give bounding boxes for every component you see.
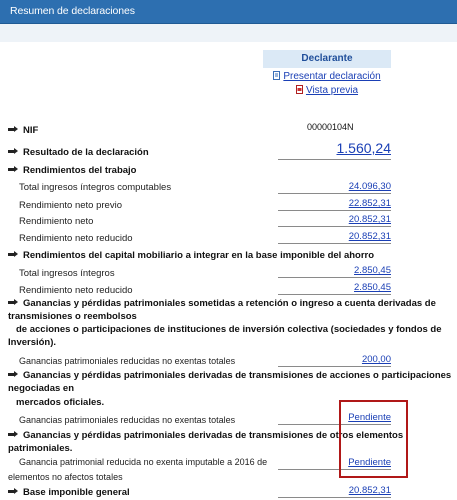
panel-heading: Declarante: [263, 50, 391, 68]
divider: [278, 277, 391, 278]
toolbar-strip: [0, 24, 457, 42]
neto-reducido-label: Rendimiento neto reducido: [19, 233, 133, 244]
resultado-label: Resultado de la declaración: [23, 147, 149, 158]
arrow-icon: [8, 431, 19, 438]
gp-retencion-line1: Ganancias y pérdidas patrimoniales sometidas a retención o ingreso a cuenta derivadas de: [23, 298, 436, 309]
gp-otros-line1: Ganancias y pérdidas patrimoniales derivadas de transmisiones de otros elementos: [23, 430, 404, 441]
gp-retencion-line2: transmisiones o reembolsos: [8, 311, 137, 322]
gp-mercados-line1: Ganancias y pérdidas patrimoniales derivadas de transmisiones de acciones o participaciones: [23, 370, 452, 381]
base-value[interactable]: 20.852,31: [348, 485, 391, 496]
gp-mercados-line3: mercados oficiales.: [16, 397, 105, 408]
neto-value[interactable]: 20.852,31: [348, 214, 391, 225]
arrow-icon: [8, 166, 19, 173]
cap-ingresos-value[interactable]: 2.850,45: [354, 265, 391, 276]
divider: [278, 497, 391, 498]
highlight-box: [339, 400, 408, 478]
capital-header: [8, 250, 457, 261]
divider: [278, 193, 391, 194]
gp-reducidas2-label: Ganancias patrimoniales reducidas no exentas totales: [19, 415, 236, 425]
arrow-icon: [8, 126, 19, 133]
declarante-panel: [263, 50, 391, 96]
present-declaration-link[interactable]: [263, 71, 391, 82]
capital-label: Rendimientos del capital mobiliario a integrar en la base imponible del ahorro: [23, 250, 375, 261]
gp-2016-pendiente-link[interactable]: Pendiente: [348, 457, 391, 468]
neto-reducido-value[interactable]: 20.852,31: [348, 231, 391, 242]
trabajo-label: Rendimientos del trabajo: [23, 165, 137, 176]
arrow-icon: [8, 251, 19, 258]
nif-value: 00000104N: [307, 122, 354, 132]
window-title: Resumen de declaraciones: [10, 5, 135, 17]
divider: [278, 294, 391, 295]
trabajo-header: [8, 165, 457, 176]
arrow-icon: [8, 488, 19, 495]
preview-link-label: Vista previa: [305, 85, 359, 96]
divider: [278, 226, 391, 227]
divider: [278, 159, 391, 160]
gp-2016-line2: elementos no afectos totales: [8, 472, 123, 482]
window-titlebar: [0, 0, 457, 24]
resultado-value[interactable]: 1.560,24: [336, 140, 391, 156]
arrow-icon: [8, 299, 19, 306]
gp-retencion-header: [8, 298, 457, 309]
cap-neto-reducido-label: Rendimiento neto reducido: [19, 285, 133, 296]
total-ingresos-value[interactable]: 24.096,30: [348, 181, 391, 192]
nif-label: NIF: [23, 125, 39, 136]
gp-otros-line2: patrimoniales.: [8, 443, 73, 454]
preview-link[interactable]: [263, 85, 391, 96]
cap-neto-reducido-value[interactable]: 2.850,45: [354, 282, 391, 293]
nif-row: [8, 125, 457, 136]
divider: [278, 366, 391, 367]
gp-mercados-header: [8, 370, 457, 381]
arrow-icon: [8, 148, 19, 155]
total-ingresos-label: Total ingresos íntegros computables: [19, 182, 172, 193]
gp-retencion-line4: Inversión).: [8, 337, 57, 348]
present-link-label: Presentar declaración: [283, 71, 381, 82]
present-icon: [273, 71, 281, 80]
neto-label: Rendimiento neto: [19, 216, 94, 227]
neto-previo-label: Rendimiento neto previo: [19, 200, 122, 211]
base-label: Base imponible general: [23, 487, 130, 498]
divider: [278, 243, 391, 244]
arrow-icon: [8, 371, 19, 378]
divider: [278, 210, 391, 211]
gp-retencion-line3: de acciones o participaciones de instituciones de inversión colectiva (sociedades y fondos de: [16, 324, 442, 335]
gp-reducidas1-label: Ganancias patrimoniales reducidas no exentas totales: [19, 356, 236, 366]
gp-reducidas1-value[interactable]: 200,00: [361, 354, 391, 365]
pdf-icon: [296, 85, 304, 94]
cap-ingresos-label: Total ingresos íntegros: [19, 268, 115, 279]
gp-reducidas2-pendiente-link[interactable]: Pendiente: [348, 412, 391, 423]
neto-previo-value[interactable]: 22.852,31: [348, 198, 391, 209]
gp-2016-line1: Ganancia patrimonial reducida no exenta imputable a 2016 de: [19, 457, 268, 467]
gp-mercados-line2: negociadas en: [8, 383, 74, 394]
